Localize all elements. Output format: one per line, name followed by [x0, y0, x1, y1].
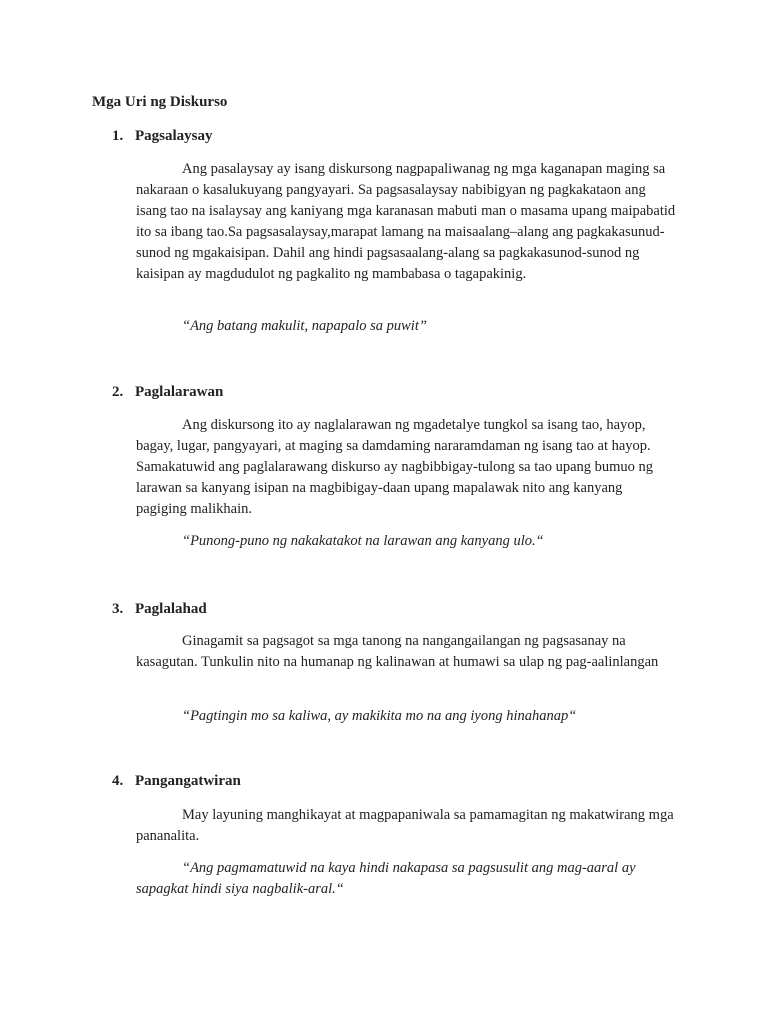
section-paragraph: May layuning manghikayat at magpapaniwala sa pamamagitan ng makatwirang mga pananalita.	[136, 807, 674, 844]
section-number: 3.	[112, 601, 124, 617]
document-title: Mga Uri ng Diskurso	[92, 94, 228, 110]
section-quote: “Pagtingin mo sa kaliwa, ay makikita mo na ang iyong hinahanap“	[182, 708, 577, 724]
section-paragraph: Ang diskursong ito ay naglalarawan ng mgadetalye tungkol sa isang tao, hayop, bagay, lugar, pangyayari, at maging sa damdaming nararamdaman ng isang tao at hayop. Samakatuwid ang paglalarawang diskurso ay nagbibbigay-tulong sa tao upang bumuo ng larawan sa kanyang isipan na magbibigay-daan upang mapalawak nito ang kanyang pagiging malikhain.	[136, 417, 654, 517]
section-paglalarawan	[112, 384, 672, 549]
section-number: 1.	[112, 128, 124, 144]
section-number: 2.	[112, 384, 124, 400]
section-title: Pagsalaysay	[135, 128, 213, 144]
section-quote: “Ang pagmamatuwid na kaya hindi nakapasa sa pagsusulit ang mag-aaral ay sapagkat hindi siya nagbalik-aral.“	[136, 860, 636, 897]
section-quote: “Punong-puno ng nakakatakot na larawan ang kanyang ulo.“	[182, 533, 544, 549]
section-title: Paglalahad	[135, 601, 207, 617]
section-heading	[112, 128, 672, 145]
section-heading	[112, 773, 672, 790]
section-heading	[112, 601, 672, 618]
section-paragraph: Ang pasalaysay ay isang diskursong nagpapaliwanag ng mga kaganapan maging sa nakaraan o kasalukuyang pangyayari. Sa pagsasalaysay nabibigyan ng pagkakataon ang isang tao na isalaysay ang kaniyang mga karanasan mabuti man o masama upang maipabatid ito sa ibang tao.Sa pagsasalaysay,marapat lamang na maisaalang–alang ang pagkakasunud-sunod ng mgakaisipan. Dahil ang hindi pagsasaalang-alang sa pagkakasunod-sunod ng kaisipan ay magdudulot ng pagkalito ng mambabasa o tagapakinig.	[136, 161, 676, 282]
section-paragraph: Ginagamit sa pagsagot sa mga tanong na nangangailangan ng pagsasanay na kasagutan. Tunkulin nito na humanap ng kalinawan at humawi sa ulap ng pag-aalinlangan	[136, 633, 659, 670]
section-pangangatwiran	[112, 773, 674, 897]
section-number: 4.	[112, 773, 124, 789]
section-title: Paglalarawan	[135, 384, 224, 400]
section-heading	[112, 384, 672, 401]
section-title: Pangangatwiran	[135, 773, 241, 789]
section-paglalahad	[112, 601, 672, 724]
section-pagsalaysay	[112, 128, 676, 334]
section-quote: “Ang batang makulit, napapalo sa puwit”	[182, 318, 427, 334]
